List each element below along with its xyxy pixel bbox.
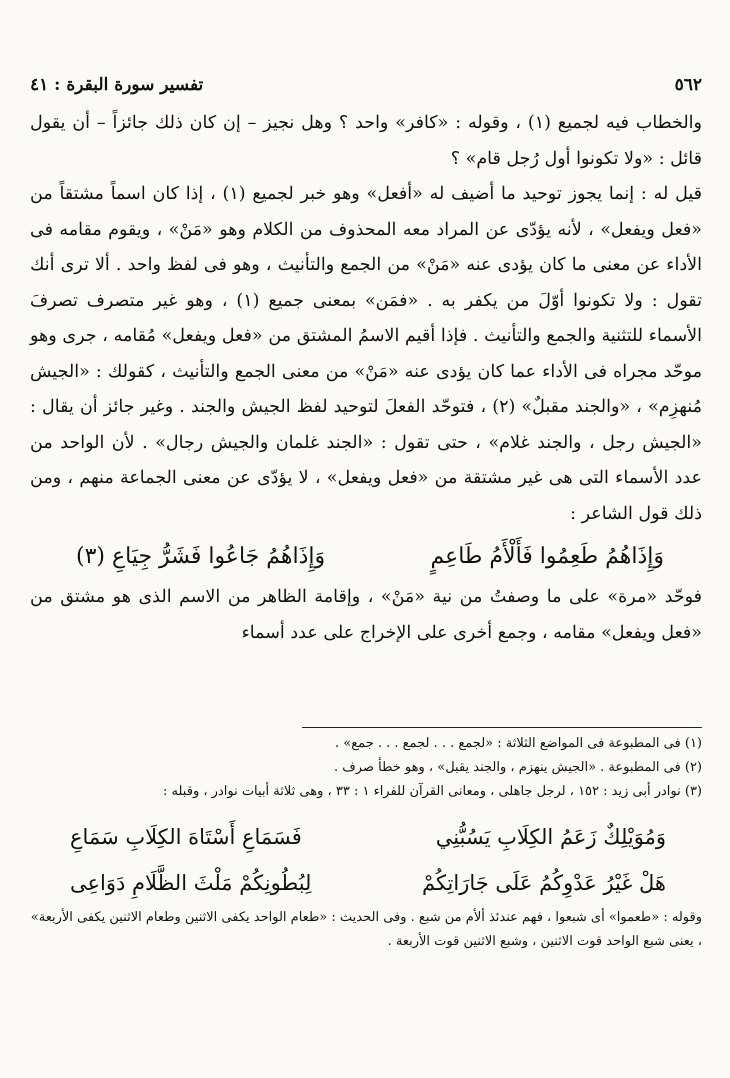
- footnotes: [30, 732, 702, 954]
- running-title: تفسير سورة البقرة : ٤١: [30, 75, 204, 95]
- footnote-verse-2-first: هَلْ غَيْرُ عَدْوِكُمُ عَلَى جَارَاتِكُمْ: [421, 871, 666, 895]
- footnote-3: (٣) نوادر أبى زيد : ١٥٢ ، لرجل جاهلى ، ومعانى القرآن للفراء ١ : ٣٣ ، وهى ثلاثة أبيات نوادر ، وقبله :: [163, 784, 702, 799]
- footnote-verse-2: [30, 860, 702, 906]
- footnote-verses: [30, 814, 702, 906]
- page-header: [30, 72, 702, 98]
- footnote-verse-1: [30, 814, 702, 860]
- book-page: [30, 0, 702, 1078]
- verse-second-hemistich: وَإِذَاهُمُ جَاعُوا فَشَرُّ جِيَاعِ (٣): [76, 544, 326, 569]
- footnote-verse-1-second: فَسَمَاعِ أَسْتَاهَ الكِلَابِ سَمَاعِ: [70, 825, 302, 849]
- paragraph-2: قيل له : إنما يجوز توحيد ما أضيف له «أفعل» وهو خبر لجميع (١) ، إذا كان اسماً مشتقاً من «فعل ويفعل» ، لأنه يؤدّى عن المراد معه المحذوف من الكلام وهو «مَنْ» ، ويقوم مقامه فى الأداء عن معنى ما كان يؤدى عنه «مَنْ» من الجمع والتأنيث ، وهو فى لفظ واحد . ألا ترى أنك تقول : ولا تكونوا أوّلَ من يكفر به . «فمَن» بمعنى جميع (١) ، وهو غير متصرف تصرفَ الأسماء للتثنية والجمع والتأنيث . فإذا أقيم الاسمُ المشتق من «فعل ويفعل» مُقامه ، جرى وهو موحّد مجراه فى الأداء عما كان يؤدى عنه «مَنْ» من معنى الجمع والتأنيث ، كقولك : «الجيش مُنهزِم» ، «والجند مقبلٌ» (٢) ، فتوحّد الفعلَ لتوحيد لفظ الجيش والجند . وغير جائز أن يقال : «الجيش رجل ، والجند غلام» ، حتى تقول : «الجند غلمان والجيش رجال» . لأن الواحد من عدد الأسماء التى هى غير مشتقة من «فعل ويفعل» ، لا يؤدّى عن معنى الجماعة منهم ، ومن ذلك قول الشاعر :: [30, 184, 703, 524]
- verse-first-hemistich: وَإِذَاهُمُ طَعِمُوا فَأَلْأَمُ طَاعِمٍ: [430, 544, 664, 569]
- footnote-verse-2-second: لِبُطُونِكُمْ مَلْثَ الظَّلَامِ دَوَاعِى: [70, 871, 312, 895]
- paragraph-1: والخطاب فيه لجميع (١) ، وقوله : «كافر» واحد ؟ وهل نجيز – إن كان ذلك جائزاً – أن يقول قائل : «ولا تكونوا أول رُجل قام» ؟: [30, 113, 702, 169]
- page-number: ٥٦٢: [674, 75, 702, 95]
- footnote-1: (١) فى المطبوعة فى المواضع الثلاثة : «لجمع . . . لجمع . . . جمع» .: [335, 736, 702, 751]
- footnote-commentary: وقوله : «طعموا» أى شبعوا ، فهم عندئذ ألأم من شبع . وفى الحديث : «طعام الواحد يكفى الاثنين وطعام الاثنين يكفى الأربعة» ، يعنى شبع الواحد قوت الاثنين ، وشبع الاثنين قوت الأربعة .: [30, 910, 702, 949]
- paragraph-3: فوحّد «مرة» على ما وصفتُ من نية «مَنْ» ، وإقامة الظاهر من الاسم الذى هو مشتق من «فعل ويفعل» مقامه ، وجمع أخرى على الإخراج على عدد أسماء: [30, 587, 702, 643]
- footnote-verse-1-first: وَمُوَيْلِكٌ زَعَمُ الكِلَابِ يَسُبُّنِي: [435, 825, 666, 849]
- footnote-divider: [302, 727, 702, 728]
- footnote-2: (٢) فى المطبوعة . «الجيش ينهزم ، والجند يقبل» ، وهو خطأ صرف .: [334, 760, 702, 775]
- main-text: [30, 106, 702, 651]
- poetry-verse: [30, 536, 702, 578]
